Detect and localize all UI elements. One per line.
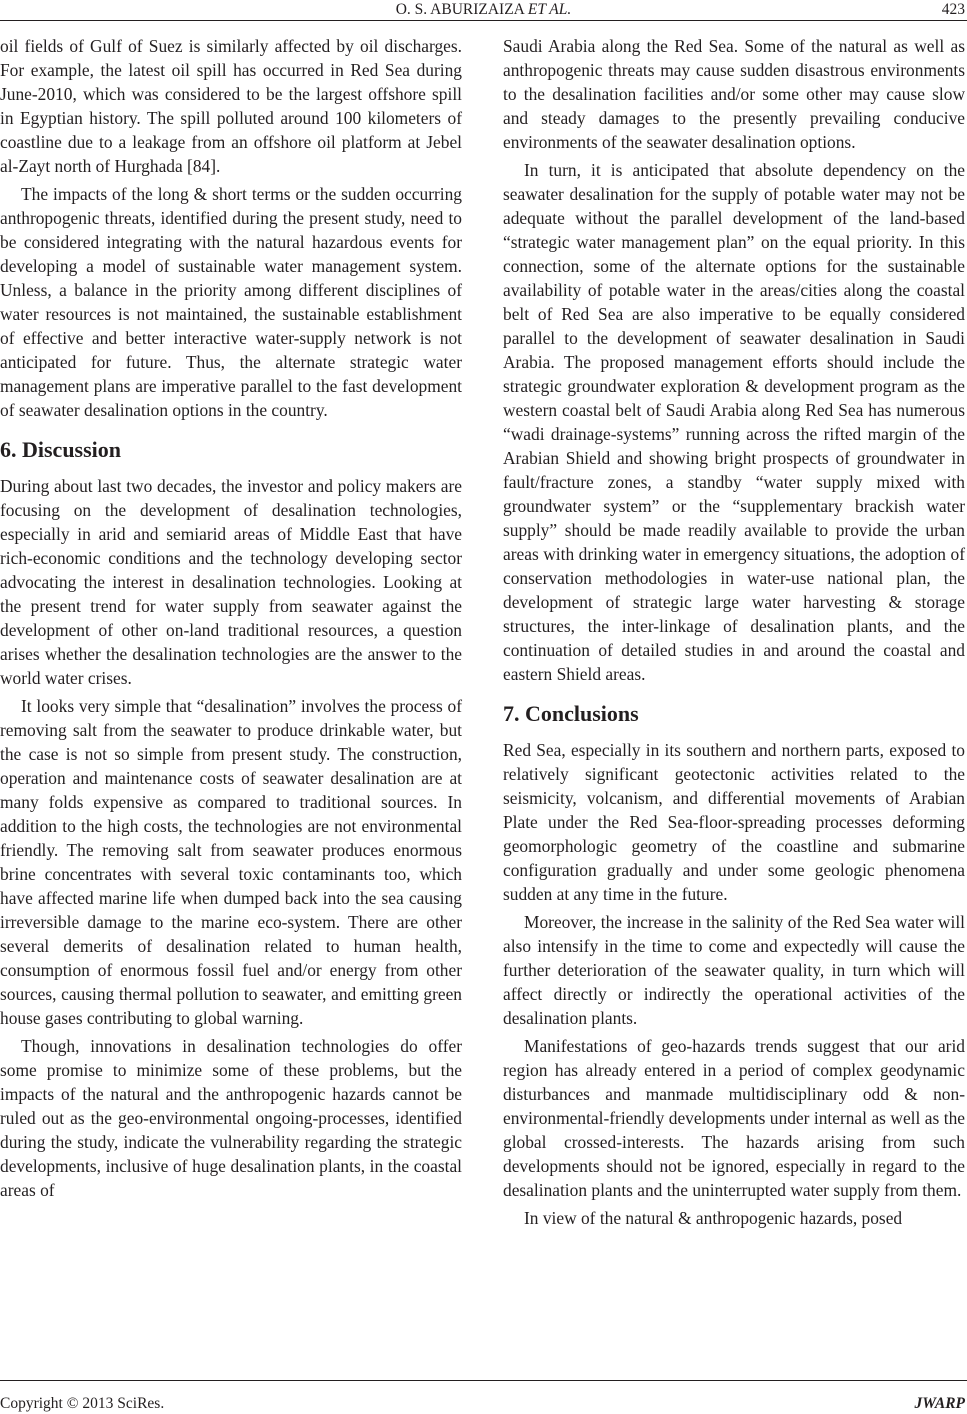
paragraph: Saudi Arabia along the Red Sea. Some of the natural as well as anthropogenic threats may cause sudden disastrous environments to the desalination facilities and/or some other may cause slow and steady damages to the presently prevailing conducive environments of the seawater desalination options. bbox=[503, 36, 965, 152]
copyright-notice: Copyright © 2013 SciRes. bbox=[0, 1395, 165, 1412]
section-heading-conclusions: 7. Conclusions bbox=[503, 701, 639, 726]
page-number: 423 bbox=[941, 1, 965, 18]
journal-abbreviation: JWARP bbox=[914, 1395, 965, 1412]
header-rule bbox=[0, 20, 967, 21]
paragraph: It looks very simple that “desalination” involves the process of removing salt from the seawater to produce drinkable water, but the case is not so simple from present study. The construction, operation and maintenance costs of seawater desalination are at many folds expensive as compared to traditional sources. In addition to the high costs, the technologies are not environmental friendly. The removing salt from seawater produces enormous brine concentrates with several toxic contaminants too, which have affected marine life when dumped back into the sea causing irreversible damage to the marine eco-system. There are other several demerits of desalination related to human health, consumption of enormous fossil fuel and/or energy from other sources, causing thermal pollution to seawater, and emitting green house gases contributing to global warning. bbox=[0, 696, 462, 1028]
paragraph: In view of the natural & anthropogenic hazards, posed bbox=[524, 1208, 903, 1228]
left-column bbox=[0, 34, 462, 1202]
paragraph: Red Sea, especially in its southern and northern parts, exposed to relatively significant geotectonic activities related to the seismicity, volcanism, and differential movements of Arabian Plate under the Red Sea-floor-spreading processes deforming geomorphologic geometry of the coastline and submarine configuration gradually and under some geologic phenomena sudden at any time in the future. bbox=[503, 740, 965, 904]
running-head-etal: ET AL. bbox=[527, 1, 572, 18]
running-head bbox=[0, 1, 967, 19]
paragraph: Though, innovations in desalination technologies do offer some promise to minimize some of these problems, but the impacts of the natural and the anthropogenic hazards cannot be ruled out as the geo-environmental ongoing-processes, identified during the study, indicate the vulnerability regarding the strategic developments, inclusive of huge desalination plants, in the coastal areas of bbox=[0, 1036, 462, 1200]
paragraph: In turn, it is anticipated that absolute dependency on the seawater desalination for the supply of potable water may not be adequate without the parallel development of the land-based “strategic water management plan” on the equal priority. In this connection, some of the alternate options for the sustainable availability of potable water in the areas/cities along the coastal belt of Red Sea are also imperative to be equally considered parallel to the development of seawater desalination in Saudi Arabia. The proposed management efforts should include the strategic groundwater exploration & development program as the western coastal belt of Saudi Arabia along Red Sea has numerous “wadi drainage-systems” running across the rifted margin of the Arabian Shield and showing bright prospects of groundwater in fault/fracture zones, a standby “water supply mixed with groundwater system” or the “supplementary brackish water supply” should be made readily available to provide the urban areas with drinking water in emergency situations, the adoption of conservation methodologies in water-use national plan, the development of strategic large water harvesting & storage structures, the inter-linkage of desalination plants, and the continuation of detailed studies in and around the coastal and eastern Shield areas. bbox=[503, 160, 965, 684]
paragraph: Manifestations of geo-hazards trends suggest that our arid region has already entered in a period of complex geodynamic disturbances and manmade multidisciplinary odd & non-environmental-friendly developments under internal as well as the global crossed-interests. The hazards arising from such developments should not be ignored, especially in regard to the desalination plants and the uninterrupted water supply from them. bbox=[503, 1036, 965, 1200]
paragraph: The impacts of the long & short terms or the sudden occurring anthropogenic threats, identified during the present study, need to be considered integrating with the natural hazardous events for developing a model of sustainable water management system. Unless, a balance in the priority among different disciplines of water resources is not maintained, the sustainable establishment of effective and better interactive water-supply network is not anticipated for future. Thus, the alternate strategic water management plans are imperative parallel to the fast development of seawater desalination options in the country. bbox=[0, 184, 462, 420]
right-column bbox=[503, 34, 965, 1230]
paragraph: Moreover, the increase in the salinity of the Red Sea water will also intensify in the time to come and expectedly will cause the further deterioration of the seawater quality, in turn which will affect directly or indirectly the operational activities of the desalination plants. bbox=[503, 912, 965, 1028]
paragraph: oil fields of Gulf of Suez is similarly affected by oil discharges. For example, the latest oil spill has occurred in Red Sea during June-2010, which was considered to be the largest offshore spill in Egyptian history. The spill polluted around 100 kilometers of coastline due to a leakage from an offshore oil platform at Jebel al-Zayt north of Hurghada [84]. bbox=[0, 36, 462, 176]
page-header bbox=[0, 0, 967, 22]
footer-rule bbox=[0, 1380, 967, 1381]
paragraph: During about last two decades, the investor and policy makers are focusing on the development of desalination technologies, especially in arid and semiarid areas of Middle East that have rich-economic conditions and the technology developing sector advocating the interest in desalination technologies. Looking at the present trend for water supply from seawater against the development of other on-land traditional resources, a question arises whether the desalination technologies are the answer to the world water crises. bbox=[0, 476, 462, 688]
section-heading-discussion: 6. Discussion bbox=[0, 437, 122, 462]
page-footer bbox=[0, 1380, 967, 1412]
running-head-author: O. S. ABURIZAIZA bbox=[395, 1, 525, 18]
